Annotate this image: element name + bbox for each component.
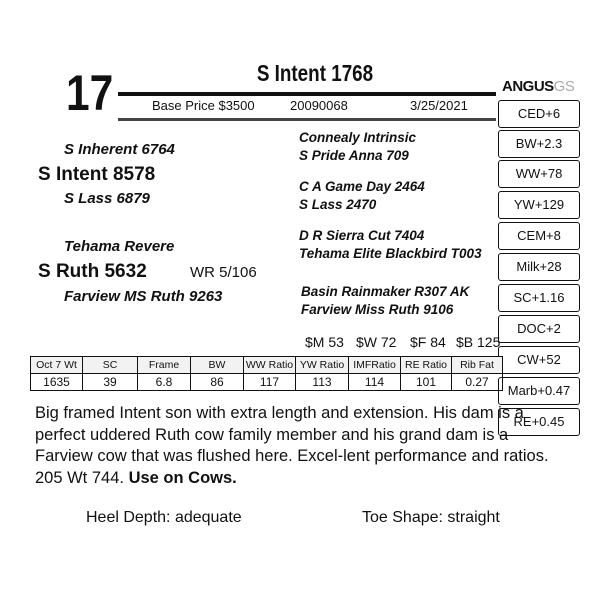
performance-table (30, 356, 503, 391)
breed-logo (502, 78, 574, 95)
epd-milk: Milk+28 (498, 253, 580, 281)
heel-depth: Heel Depth: adequate (86, 509, 242, 526)
epd-ced: CED+6 (498, 100, 580, 128)
birth-date: 3/25/2021 (410, 98, 468, 113)
sire: S Intent 8578 (38, 164, 156, 185)
perf-header-oct-wt: Oct 7 Wt (31, 357, 83, 374)
dam: S Ruth 5632 (38, 261, 147, 282)
sire-dam: S Lass 6879 (64, 190, 150, 207)
epd-doc: DOC+2 (498, 315, 580, 343)
dam-sire: Tehama Revere (64, 238, 175, 255)
ggp-2: S Pride Anna 709 (299, 148, 409, 163)
ggp-3: C A Game Day 2464 (299, 179, 425, 194)
ggp-1: Connealy Intrinsic (299, 130, 417, 145)
epd-cw: CW+52 (498, 346, 580, 374)
epd-ww: WW+78 (498, 160, 580, 188)
perf-header-frame: Frame (138, 357, 191, 374)
base-price: Base Price $3500 (152, 98, 255, 113)
epd-yw: YW+129 (498, 191, 580, 219)
performance-value-row (31, 374, 503, 391)
perf-value-frame: 6.8 (138, 374, 191, 391)
epd-bw: BW+2.3 (498, 130, 580, 158)
perf-header-bw: BW (191, 357, 244, 374)
perf-value-sc: 39 (83, 374, 138, 391)
perf-value-bw: 86 (191, 374, 244, 391)
toe-shape: Toe Shape: straight (362, 509, 500, 526)
perf-header-rib-fat: Rib Fat (452, 357, 503, 374)
perf-value-oct-wt: 1635 (31, 374, 83, 391)
perf-header-yw-ratio: YW Ratio (296, 357, 349, 374)
description-text: Big framed Intent son with extra length and extension. His dam is a perfect uddered Ruth cow family member and his grand dam is a Farview cow that was flushed here. Excel-lent performance and ratios. 205 Wt 744. (35, 404, 549, 487)
perf-header-ww-ratio: WW Ratio (244, 357, 296, 374)
ggp-6: Tehama Elite Blackbird T003 (299, 246, 482, 261)
perf-value-imf-ratio: 114 (349, 374, 401, 391)
sire-sire: S Inherent 6764 (64, 141, 175, 158)
perf-value-rib-fat: 0.27 (452, 374, 503, 391)
epd-re: RE+0.45 (498, 408, 580, 436)
performance-header-row (31, 357, 503, 374)
dam-weaning-ratio: WR 5/106 (190, 264, 257, 281)
perf-header-re-ratio: RE Ratio (401, 357, 452, 374)
ggp-5: D R Sierra Cut 7404 (299, 228, 425, 243)
dam-dam: Farview MS Ruth 9263 (64, 288, 223, 305)
description (35, 403, 555, 489)
perf-value-re-ratio: 101 (401, 374, 452, 391)
epd-marb: Marb+0.47 (498, 377, 580, 405)
ggp-7: Basin Rainmaker R307 AK (301, 284, 470, 299)
dollar-m: $M 53 (305, 334, 344, 350)
description-bold: Use on Cows. (128, 468, 237, 487)
epd-sc: SC+1.16 (498, 284, 580, 312)
breed-logo-main: ANGUS (502, 78, 554, 95)
ggp-8: Farview Miss Ruth 9106 (301, 302, 454, 317)
perf-value-yw-ratio: 113 (296, 374, 349, 391)
dollar-f: $F 84 (410, 334, 446, 350)
page-title: S Intent 1768 (256, 60, 374, 86)
epd-cem: CEM+8 (498, 222, 580, 250)
lot-number: 17 (66, 65, 114, 121)
header-divider-lower (118, 118, 496, 121)
ggp-4: S Lass 2470 (299, 197, 377, 212)
perf-header-imf-ratio: IMFRatio (349, 357, 401, 374)
registration-number: 20090068 (290, 98, 348, 113)
dollar-w: $W 72 (356, 334, 397, 350)
dollar-b: $B 125 (456, 334, 501, 350)
perf-header-sc: SC (83, 357, 138, 374)
breed-logo-suffix: GS (553, 78, 575, 95)
header-divider (118, 92, 496, 96)
perf-value-ww-ratio: 117 (244, 374, 296, 391)
